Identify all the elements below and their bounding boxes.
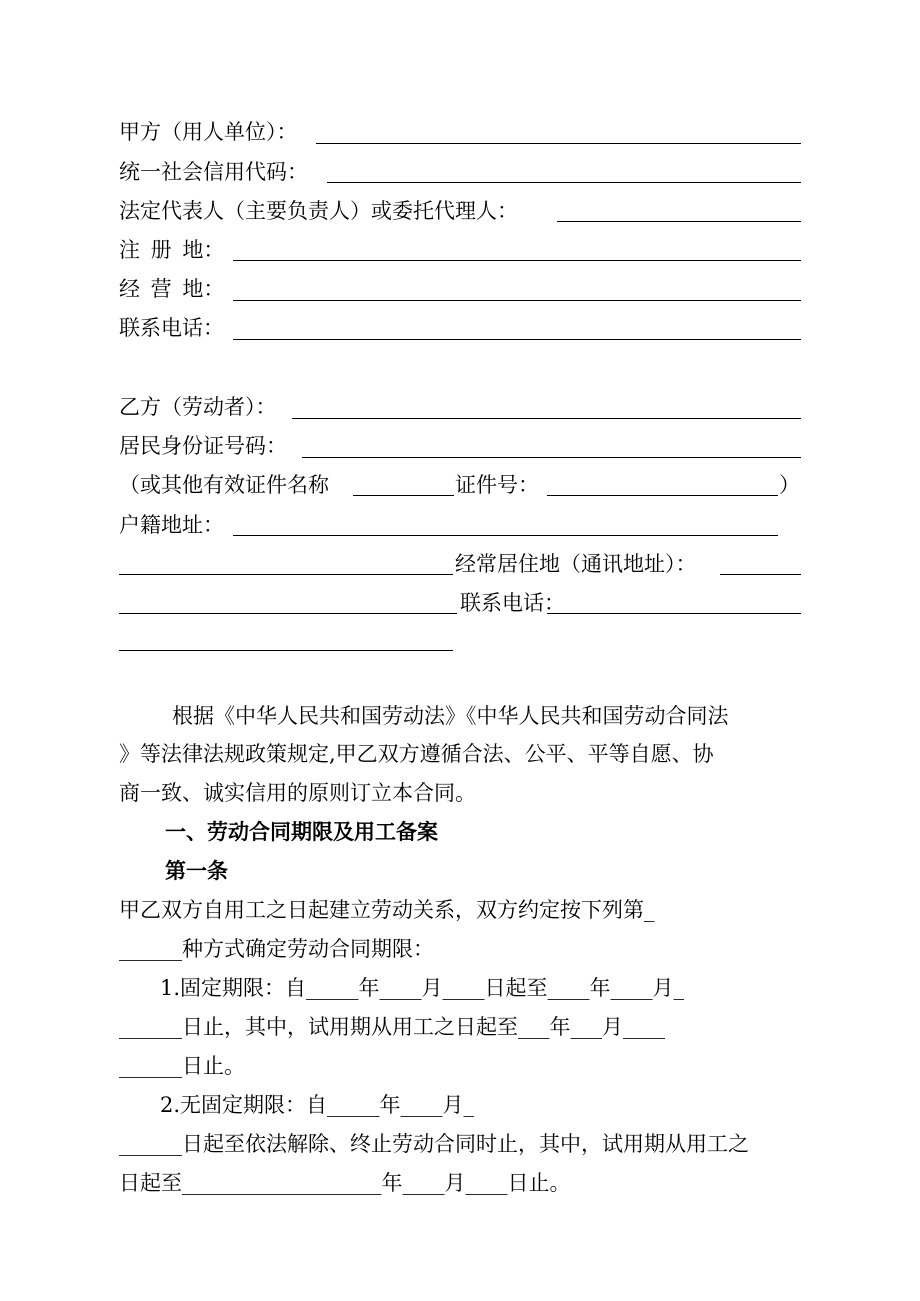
employer-blank[interactable] xyxy=(316,143,801,144)
employer-phone-blank[interactable] xyxy=(233,339,801,340)
worker-phone-label: 联系电话： xyxy=(460,591,565,615)
preamble-line-2: 》等法律法规政策规定,甲乙双方遵循合法、公平、平等自愿、协 xyxy=(119,742,714,766)
business-address-blank[interactable] xyxy=(233,300,801,301)
section-1-heading: 一、劳动合同期限及用工备案 xyxy=(165,820,438,844)
id-number-label: 居民身份证号码： xyxy=(119,434,287,458)
representative-blank[interactable] xyxy=(557,221,801,222)
open-term-line-2: ______日起至依法解除、终止劳动合同时止，其中，试用期从用工之 xyxy=(119,1132,749,1156)
representative-label: 法定代表人（主要负责人）或委托代理人： xyxy=(119,199,518,223)
other-id-number-blank[interactable] xyxy=(547,495,778,496)
household-address-label: 户籍地址： xyxy=(119,513,224,537)
open-term-line-3: 日起至___________________年____月____日止。 xyxy=(119,1171,571,1195)
household-address-blank[interactable] xyxy=(233,535,778,536)
employer-phone-label: 联系电话： xyxy=(119,316,224,340)
article-1-line-2: ______种方式确定劳动合同期限： xyxy=(119,937,434,961)
other-id-number-label: 证件号： xyxy=(455,473,539,497)
registered-address-label: 注 册 地： xyxy=(119,238,225,262)
worker-blank[interactable] xyxy=(292,418,801,419)
preamble-line-3: 商一致、诚实信用的原则订立本合同。 xyxy=(119,781,476,805)
article-1-line-1: 甲乙双方自用工之日起建立劳动关系，双方约定按下列第_ xyxy=(119,898,655,922)
employer-label: 甲方（用人单位）： xyxy=(119,120,298,144)
registered-address-blank[interactable] xyxy=(233,260,801,261)
credit-code-label: 统一社会信用代码： xyxy=(119,160,308,184)
open-term-line-1: 2.无固定期限：自_____年____月_ xyxy=(160,1093,475,1117)
fixed-term-line-3: ______日止。 xyxy=(119,1054,245,1078)
worker-phone-blank-2[interactable] xyxy=(119,650,453,651)
credit-code-blank[interactable] xyxy=(327,182,801,183)
worker-phone-blank[interactable] xyxy=(547,613,801,614)
residence-blank[interactable] xyxy=(720,574,801,575)
worker-label: 乙方（劳动者）： xyxy=(119,395,277,419)
business-address-label: 经 营 地： xyxy=(119,277,225,301)
preamble-line-1: 根据《中华人民共和国劳动法》《中华人民共和国劳动合同法 xyxy=(172,704,729,728)
household-address-blank-2[interactable] xyxy=(119,574,453,575)
other-id-suffix: ） xyxy=(779,473,800,497)
other-id-prefix: （或其他有效证件名称 xyxy=(119,473,329,497)
residence-label: 经常居住地（通讯地址）： xyxy=(455,552,697,576)
id-number-blank[interactable] xyxy=(302,457,801,458)
residence-blank-2[interactable] xyxy=(119,613,457,614)
other-id-name-blank[interactable] xyxy=(353,495,454,496)
fixed-term-line-1: 1.固定期限：自_____年____月____日起至____年____月_ xyxy=(160,976,685,1000)
article-1-heading: 第一条 xyxy=(165,859,228,883)
fixed-term-line-2: ______日止，其中，试用期从用工之日起至___年___月____ xyxy=(119,1015,665,1039)
